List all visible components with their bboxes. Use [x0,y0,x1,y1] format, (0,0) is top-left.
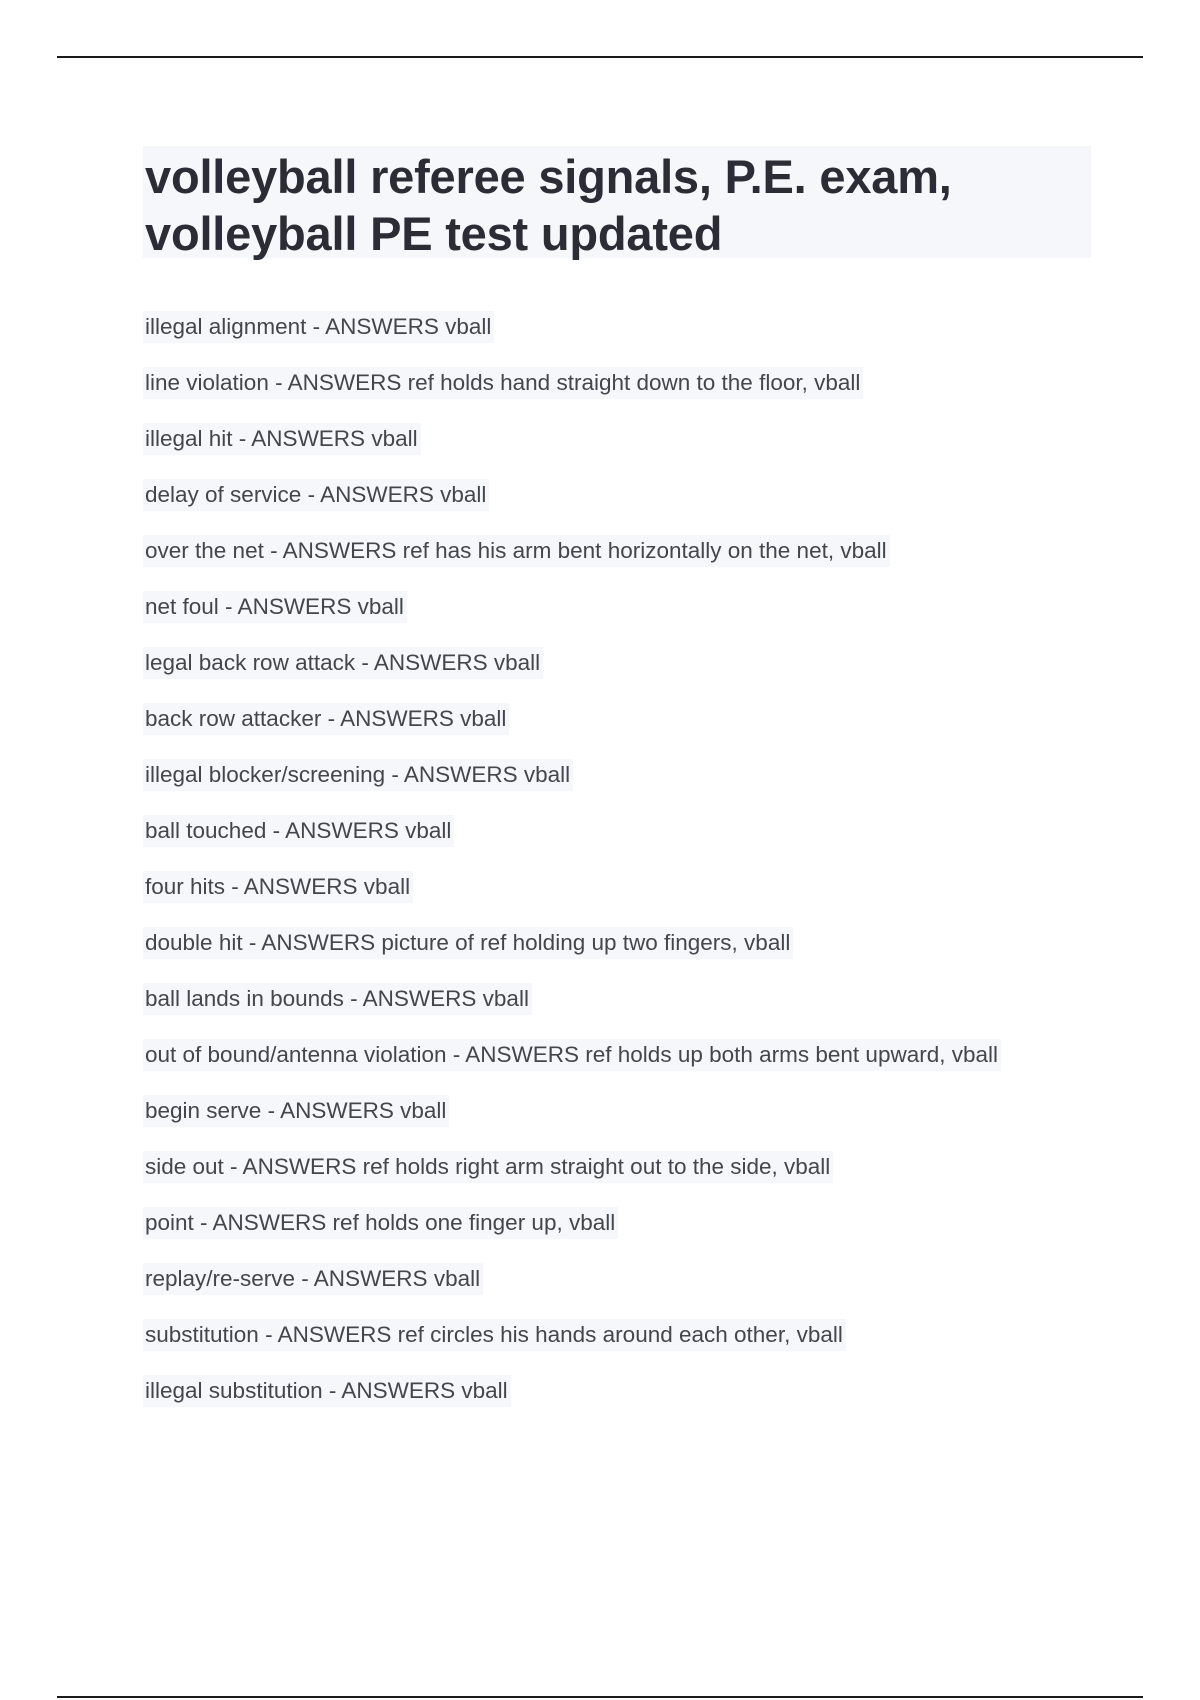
list-item [143,1151,1001,1207]
qa-text: ball touched - ANSWERS vball [143,815,454,847]
list-item [143,815,1001,871]
list-item [143,1319,1001,1375]
list-item [143,647,1001,703]
list-item [143,927,1001,983]
title-block [143,146,1091,258]
bottom-divider [57,1696,1143,1698]
list-item [143,1207,1001,1263]
qa-text: begin serve - ANSWERS vball [143,1095,449,1127]
list-item [143,367,1001,423]
list-item [143,423,1001,479]
list-item [143,871,1001,927]
qa-text: delay of service - ANSWERS vball [143,479,489,511]
list-item [143,479,1001,535]
qa-text: illegal blocker/screening - ANSWERS vball [143,759,573,791]
qa-text: net foul - ANSWERS vball [143,591,407,623]
list-item [143,759,1001,815]
qa-list [143,311,1001,1431]
qa-text: ball lands in bounds - ANSWERS vball [143,983,532,1015]
list-item [143,983,1001,1039]
qa-text: replay/re-serve - ANSWERS vball [143,1263,483,1295]
list-item [143,591,1001,647]
qa-text: illegal alignment - ANSWERS vball [143,311,494,343]
list-item [143,1095,1001,1151]
qa-text: back row attacker - ANSWERS vball [143,703,509,735]
qa-text: line violation - ANSWERS ref holds hand straight down to the floor, vball [143,367,863,399]
list-item [143,311,1001,367]
qa-text: over the net - ANSWERS ref has his arm bent horizontally on the net, vball [143,535,890,567]
qa-text: illegal hit - ANSWERS vball [143,423,421,455]
list-item [143,1039,1001,1095]
qa-text: illegal substitution - ANSWERS vball [143,1375,511,1407]
list-item [143,1375,1001,1431]
top-divider [57,56,1143,58]
qa-text: four hits - ANSWERS vball [143,871,413,903]
qa-text: out of bound/antenna violation - ANSWERS ref holds up both arms bent upward, vball [143,1039,1001,1071]
qa-text: side out - ANSWERS ref holds right arm straight out to the side, vball [143,1151,833,1183]
document-title: volleyball referee signals, P.E. exam, volleyball PE test updated [145,150,952,260]
list-item [143,703,1001,759]
list-item [143,1263,1001,1319]
qa-text: point - ANSWERS ref holds one finger up, vball [143,1207,618,1239]
list-item [143,535,1001,591]
qa-text: double hit - ANSWERS picture of ref holding up two fingers, vball [143,927,793,959]
qa-text: substitution - ANSWERS ref circles his hands around each other, vball [143,1319,846,1351]
qa-text: legal back row attack - ANSWERS vball [143,647,543,679]
